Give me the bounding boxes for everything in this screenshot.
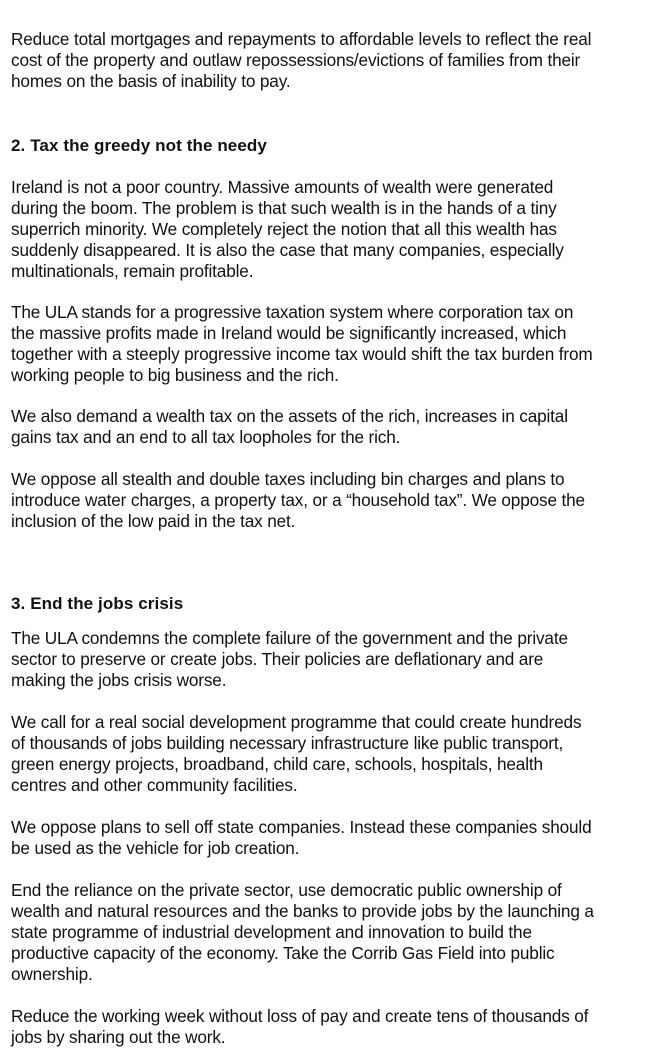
- text-line: state programme of industrial development and innovation to build the: [11, 922, 532, 942]
- text-line: multinationals, remain profitable.: [11, 261, 254, 281]
- text-line: cost of the property and outlaw repossessions/evictions of families from their: [11, 50, 581, 70]
- text-line: together with a steeply progressive income tax would shift the tax burden from: [11, 344, 593, 364]
- section-3-paragraph-4: [11, 880, 656, 985]
- section-3-paragraph-1: [11, 628, 656, 691]
- text-line: superrich minority. We completely reject the notion that all this wealth has: [11, 219, 557, 239]
- text-line: sector to preserve or create jobs. Their policies are deflationary and are: [11, 649, 544, 669]
- text-line: suddenly disappeared. It is also the case that many companies, especially: [11, 240, 564, 260]
- text-line: wealth and natural resources and the banks to provide jobs by the launching a: [11, 901, 594, 921]
- text-line: jobs by sharing out the work.: [11, 1027, 226, 1047]
- section-2-heading: 2. Tax the greedy not the needy: [11, 136, 267, 155]
- text-line: ownership.: [11, 964, 93, 984]
- text-line: of thousands of jobs building necessary infrastructure like public transport,: [11, 733, 564, 753]
- text-line: We call for a real social development programme that could create hundreds: [11, 712, 582, 732]
- text-line: centres and other community facilities.: [11, 775, 298, 795]
- section-3-paragraph-3: [11, 817, 656, 859]
- section-3-paragraph-2: [11, 712, 656, 796]
- intro-paragraph: [11, 29, 656, 92]
- text-line: End the reliance on the private sector, use democratic public ownership of: [11, 880, 562, 900]
- text-line: gains tax and an end to all tax loopholes for the rich.: [11, 427, 401, 447]
- text-line: introduce water charges, a property tax, or a “household tax”. We oppose the: [11, 490, 585, 510]
- text-line: green energy projects, broadband, child care, schools, hospitals, health: [11, 754, 543, 774]
- section-3-heading: 3. End the jobs crisis: [11, 594, 184, 613]
- text-line: be used as the vehicle for job creation.: [11, 838, 300, 858]
- text-line: Reduce total mortgages and repayments to affordable levels to reflect the real: [11, 29, 592, 49]
- section-2-paragraph-4: [11, 469, 656, 532]
- text-line: the massive profits made in Ireland would be significantly increased, which: [11, 323, 567, 343]
- text-line: We also demand a wealth tax on the assets of the rich, increases in capital: [11, 406, 568, 426]
- text-line: We oppose plans to sell off state companies. Instead these companies should: [11, 817, 592, 837]
- text-line: inclusion of the low paid in the tax net.: [11, 511, 296, 531]
- text-line: Reduce the working week without loss of pay and create tens of thousands of: [11, 1006, 589, 1026]
- text-line: Ireland is not a poor country. Massive amounts of wealth were generated: [11, 177, 554, 197]
- text-line: The ULA condemns the complete failure of the government and the private: [11, 628, 568, 648]
- text-line: working people to big business and the rich.: [11, 365, 339, 385]
- text-line: productive capacity of the economy. Take the Corrib Gas Field into public: [11, 943, 555, 963]
- text-line: We oppose all stealth and double taxes including bin charges and plans to: [11, 469, 565, 489]
- section-2-paragraph-2: [11, 302, 656, 386]
- text-line: making the jobs crisis worse.: [11, 670, 227, 690]
- section-2-paragraph-1: [11, 177, 656, 282]
- text-line: during the boom. The problem is that such wealth is in the hands of a tiny: [11, 198, 557, 218]
- text-line: homes on the basis of inability to pay.: [11, 71, 291, 91]
- section-2-paragraph-3: [11, 406, 656, 448]
- text-line: The ULA stands for a progressive taxation system where corporation tax on: [11, 302, 574, 322]
- section-3-paragraph-5: [11, 1006, 656, 1048]
